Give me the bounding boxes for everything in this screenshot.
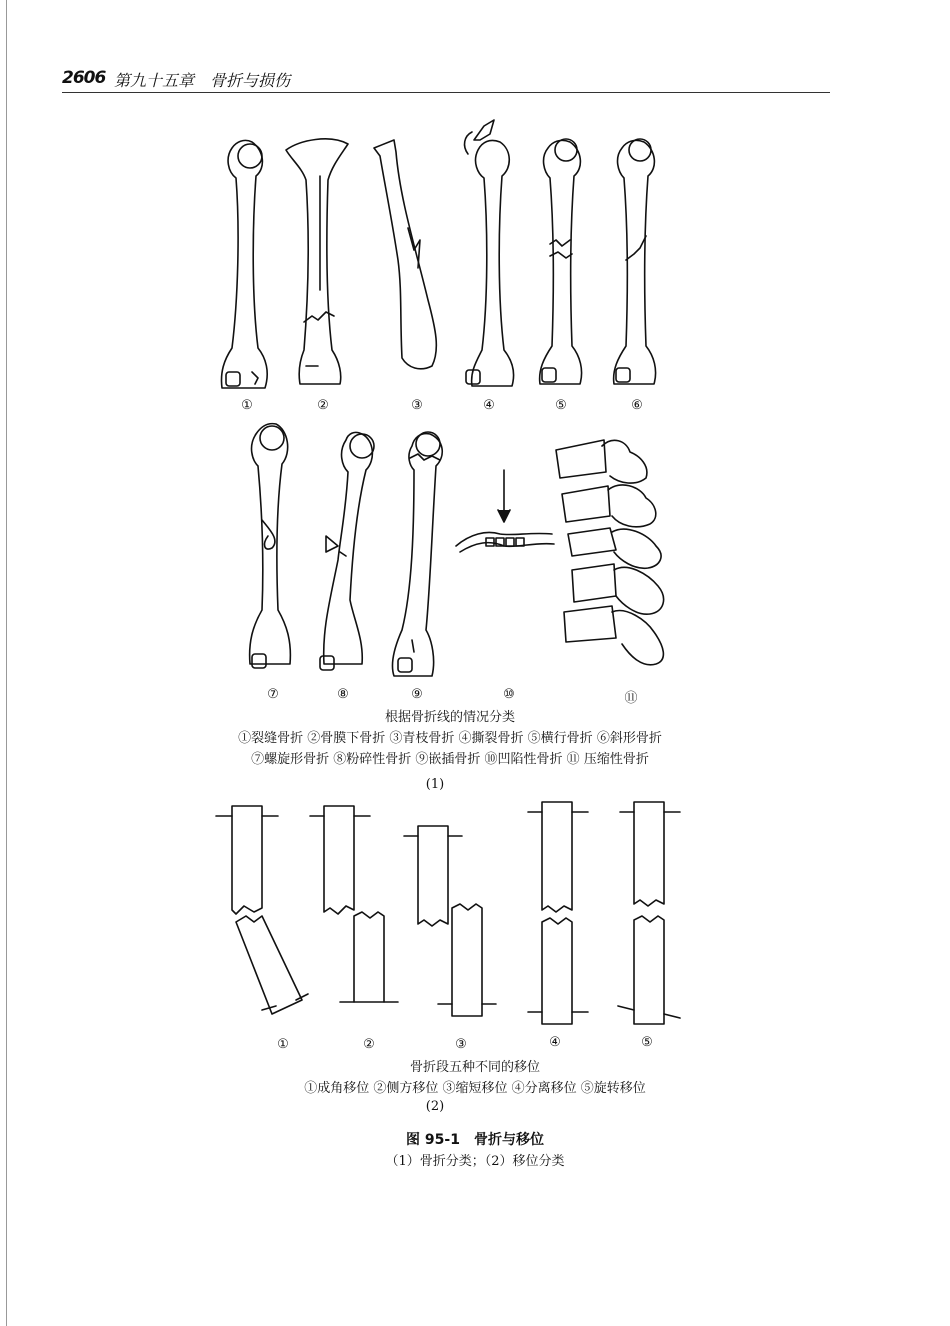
bone-comminuted-fracture [320, 432, 374, 670]
part2-caption-line1: ①成角移位 ②侧方移位 ③缩短移位 ④分离移位 ⑤旋转移位 [304, 1081, 646, 1096]
part2-label: (2) [425, 1099, 445, 1114]
fracture-number-9: ⑨ [411, 687, 423, 702]
bone-impacted-fracture [392, 432, 442, 676]
fracture-number-2: ② [317, 398, 329, 413]
displacement-lateral [310, 806, 398, 1002]
figure-subtitle: （1）骨折分类；（2）移位分类 [385, 1154, 565, 1169]
displacement-shortening [404, 826, 496, 1016]
displacement-number-5: ⑤ [641, 1035, 653, 1050]
displacement-separation [528, 802, 588, 1024]
part2-caption-title: 骨折段五种不同的移位 [409, 1060, 540, 1075]
bone-transverse-fracture [540, 139, 582, 384]
fracture-number-7: ⑦ [267, 687, 279, 702]
fracture-number-4: ④ [483, 398, 495, 413]
bone-oblique-fracture [614, 139, 656, 384]
chapter-title: 第九十五章 骨折与损伤 [114, 71, 291, 90]
figure-title: 图 95-1 骨折与移位 [406, 1132, 544, 1148]
part1-caption-title: 根据骨折线的情况分类 [384, 710, 515, 725]
bone-spiral-fracture [250, 424, 291, 668]
part1-label: (1) [425, 777, 445, 792]
fracture-number-3: ③ [411, 398, 423, 413]
fracture-number-5: ⑤ [555, 398, 567, 413]
spine-compression-fracture [556, 440, 664, 665]
depressed-fracture-skull [456, 470, 554, 552]
part1-caption-line1: ①裂缝骨折 ②骨膜下骨折 ③青枝骨折 ④撕裂骨折 ⑤横行骨折 ⑥斜形骨折 [238, 731, 662, 746]
displacement-number-2: ② [363, 1037, 375, 1052]
bone-avulsion-fracture [465, 120, 514, 386]
fracture-number-10: ⑩ [503, 687, 515, 702]
fracture-number-11: ⑪ [624, 691, 638, 706]
displacement-rotation [618, 802, 680, 1024]
displacement-number-4: ④ [549, 1035, 561, 1050]
displacement-number-1: ① [277, 1037, 289, 1052]
page-number: 2606 [62, 68, 106, 88]
part1-caption-line2: ⑦螺旋形骨折 ⑧粉碎性骨折 ⑨嵌插骨折 ⑩凹陷性骨折 ⑪ 压缩性骨折 [251, 752, 649, 767]
bone-subperiosteal-fracture [286, 139, 348, 384]
displacement-number-3: ③ [455, 1037, 467, 1052]
fracture-number-6: ⑥ [631, 398, 643, 413]
fracture-number-8: ⑧ [337, 687, 349, 702]
fracture-number-1: ① [241, 398, 253, 413]
bone-greenstick-fracture [374, 140, 436, 369]
bone-fissure-fracture [221, 140, 267, 388]
displacement-angulation [216, 806, 308, 1014]
